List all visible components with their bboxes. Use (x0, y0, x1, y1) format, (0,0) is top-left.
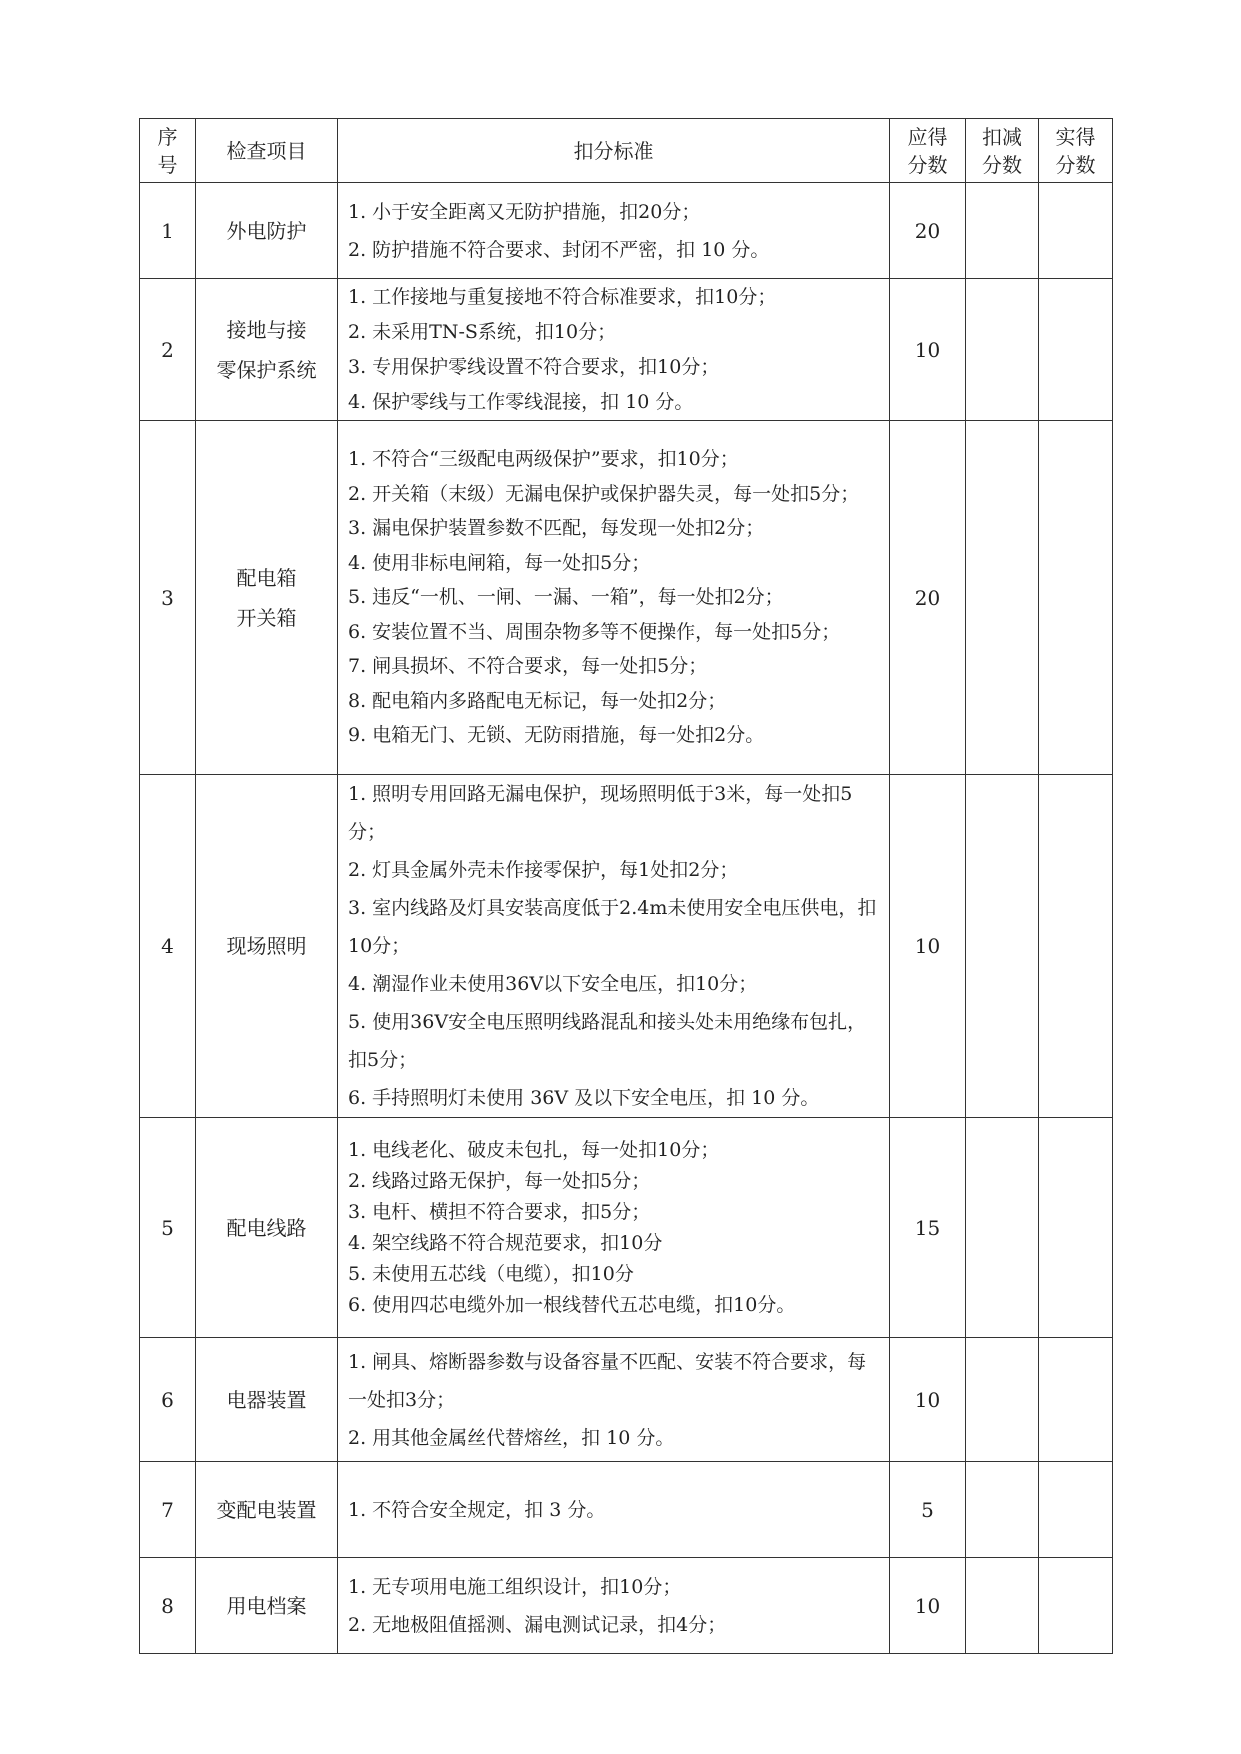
header-item: 检查项目 (196, 119, 338, 183)
criteria-line: 2. 防护措施不符合要求、封闭不严密，扣 10 分。 (348, 238, 770, 261)
table-row (140, 775, 1113, 1118)
criteria-cell (338, 1558, 890, 1654)
criteria-line: 1. 小于安全距离又无防护措施，扣20分； (348, 200, 701, 223)
row-number: 4 (140, 775, 196, 1118)
table-row (140, 421, 1113, 775)
deduction-cell (966, 421, 1039, 775)
actual-score-cell (1039, 1462, 1113, 1558)
row-number: 7 (140, 1462, 196, 1558)
table-header-row (140, 119, 1113, 183)
criteria-cell (338, 1118, 890, 1338)
full-score: 5 (890, 1462, 966, 1558)
criteria-cell (338, 1338, 890, 1462)
deduction-cell (966, 1558, 1039, 1654)
criteria-line: 4. 使用非标电闸箱，每一处扣5分； (348, 551, 651, 574)
header-deduction: 扣减 分数 (966, 119, 1039, 183)
criteria-line: 5. 使用36V安全电压照明线路混乱和接头处未用绝缘布包扎，扣5分； (348, 1011, 867, 1071)
table-row (140, 1462, 1113, 1558)
criteria-line: 9. 电箱无门、无锁、无防雨措施，每一处扣2分。 (348, 724, 765, 747)
criteria-line: 2. 无地极阻值摇测、漏电测试记录，扣4分； (348, 1613, 727, 1636)
criteria-line: 1. 不符合安全规定，扣 3 分。 (348, 1498, 606, 1521)
row-number: 8 (140, 1558, 196, 1654)
criteria-line: 2. 线路过路无保护，每一处扣5分； (348, 1169, 651, 1192)
full-score: 10 (890, 279, 966, 421)
full-score: 20 (890, 183, 966, 279)
row-number: 5 (140, 1118, 196, 1338)
criteria-line: 4. 潮湿作业未使用36V以下安全电压，扣10分； (348, 973, 758, 995)
deduction-cell (966, 1118, 1039, 1338)
criteria-line: 5. 未使用五芯线（电缆），扣10分 (348, 1262, 634, 1285)
criteria-line: 1. 无专项用电施工组织设计，扣10分； (348, 1575, 682, 1598)
full-score: 10 (890, 775, 966, 1118)
check-item: 配电线路 (196, 1118, 338, 1338)
criteria-line: 1. 不符合“三级配电两级保护”要求，扣10分； (348, 448, 739, 471)
actual-score-cell (1039, 1118, 1113, 1338)
criteria-cell (338, 775, 890, 1118)
criteria-line: 1. 照明专用回路无漏电保护，现场照明低于3米，每一处扣5分； (348, 783, 853, 843)
table-row (140, 183, 1113, 279)
header-full-score: 应得 分数 (890, 119, 966, 183)
actual-score-cell (1039, 279, 1113, 421)
criteria-line: 8. 配电箱内多路配电无标记，每一处扣2分； (348, 689, 727, 712)
criteria-line: 5. 违反“一机、一闸、一漏、一箱”，每一处扣2分； (348, 586, 784, 609)
criteria-line: 2. 未采用TN-S系统，扣10分； (348, 320, 617, 343)
full-score: 15 (890, 1118, 966, 1338)
deduction-cell (966, 279, 1039, 421)
check-item: 配电箱 开关箱 (196, 421, 338, 775)
criteria-line: 1. 闸具、熔断器参数与设备容量不匹配、安装不符合要求，每一处扣3分； (348, 1350, 867, 1411)
criteria-line: 3. 电杆、横担不符合要求，扣5分； (348, 1200, 651, 1223)
full-score: 10 (890, 1558, 966, 1654)
deduction-cell (966, 775, 1039, 1118)
actual-score-cell (1039, 775, 1113, 1118)
criteria-cell (338, 421, 890, 775)
criteria-line: 3. 专用保护零线设置不符合要求，扣10分； (348, 355, 720, 378)
actual-score-cell (1039, 421, 1113, 775)
criteria-line: 2. 开关箱（末级）无漏电保护或保护器失灵，每一处扣5分； (348, 482, 860, 505)
criteria-line: 6. 使用四芯电缆外加一根线替代五芯电缆，扣10分。 (348, 1293, 796, 1316)
criteria-line: 3. 室内线路及灯具安装高度低于2.4m未使用安全电压供电，扣10分； (348, 897, 877, 957)
full-score: 10 (890, 1338, 966, 1462)
deduction-cell (966, 183, 1039, 279)
criteria-line: 2. 灯具金属外壳未作接零保护，每1处扣2分； (348, 859, 739, 881)
criteria-line: 3. 漏电保护装置参数不匹配，每发现一处扣2分； (348, 517, 765, 540)
criteria-line: 6. 安装位置不当、周围杂物多等不便操作，每一处扣5分； (348, 620, 841, 643)
criteria-cell (338, 279, 890, 421)
criteria-line: 6. 手持照明灯未使用 36V 及以下安全电压，扣 10 分。 (348, 1087, 820, 1109)
criteria-line: 2. 用其他金属丝代替熔丝，扣 10 分。 (348, 1426, 675, 1449)
criteria-line: 1. 电线老化、破皮未包扎，每一处扣10分； (348, 1138, 720, 1161)
check-item: 变配电装置 (196, 1462, 338, 1558)
criteria-line: 1. 工作接地与重复接地不符合标准要求，扣10分； (348, 285, 777, 308)
table-row (140, 1558, 1113, 1654)
criteria-cell (338, 1462, 890, 1558)
full-score: 20 (890, 421, 966, 775)
actual-score-cell (1039, 183, 1113, 279)
inspection-table (139, 118, 1113, 1654)
check-item: 电器装置 (196, 1338, 338, 1462)
deduction-cell (966, 1338, 1039, 1462)
row-number: 6 (140, 1338, 196, 1462)
table-row (140, 279, 1113, 421)
check-item: 外电防护 (196, 183, 338, 279)
row-number: 3 (140, 421, 196, 775)
table-row (140, 1118, 1113, 1338)
criteria-cell (338, 183, 890, 279)
actual-score-cell (1039, 1338, 1113, 1462)
criteria-line: 7. 闸具损坏、不符合要求，每一处扣5分； (348, 655, 708, 678)
row-number: 2 (140, 279, 196, 421)
header-no: 序 号 (140, 119, 196, 183)
row-number: 1 (140, 183, 196, 279)
criteria-line: 4. 保护零线与工作零线混接，扣 10 分。 (348, 390, 694, 413)
table-row (140, 1338, 1113, 1462)
deduction-cell (966, 1462, 1039, 1558)
check-item: 现场照明 (196, 775, 338, 1118)
actual-score-cell (1039, 1558, 1113, 1654)
header-criteria: 扣分标准 (338, 119, 890, 183)
check-item: 用电档案 (196, 1558, 338, 1654)
header-actual: 实得 分数 (1039, 119, 1113, 183)
check-item: 接地与接 零保护系统 (196, 279, 338, 421)
criteria-line: 4. 架空线路不符合规范要求，扣10分 (348, 1231, 663, 1254)
